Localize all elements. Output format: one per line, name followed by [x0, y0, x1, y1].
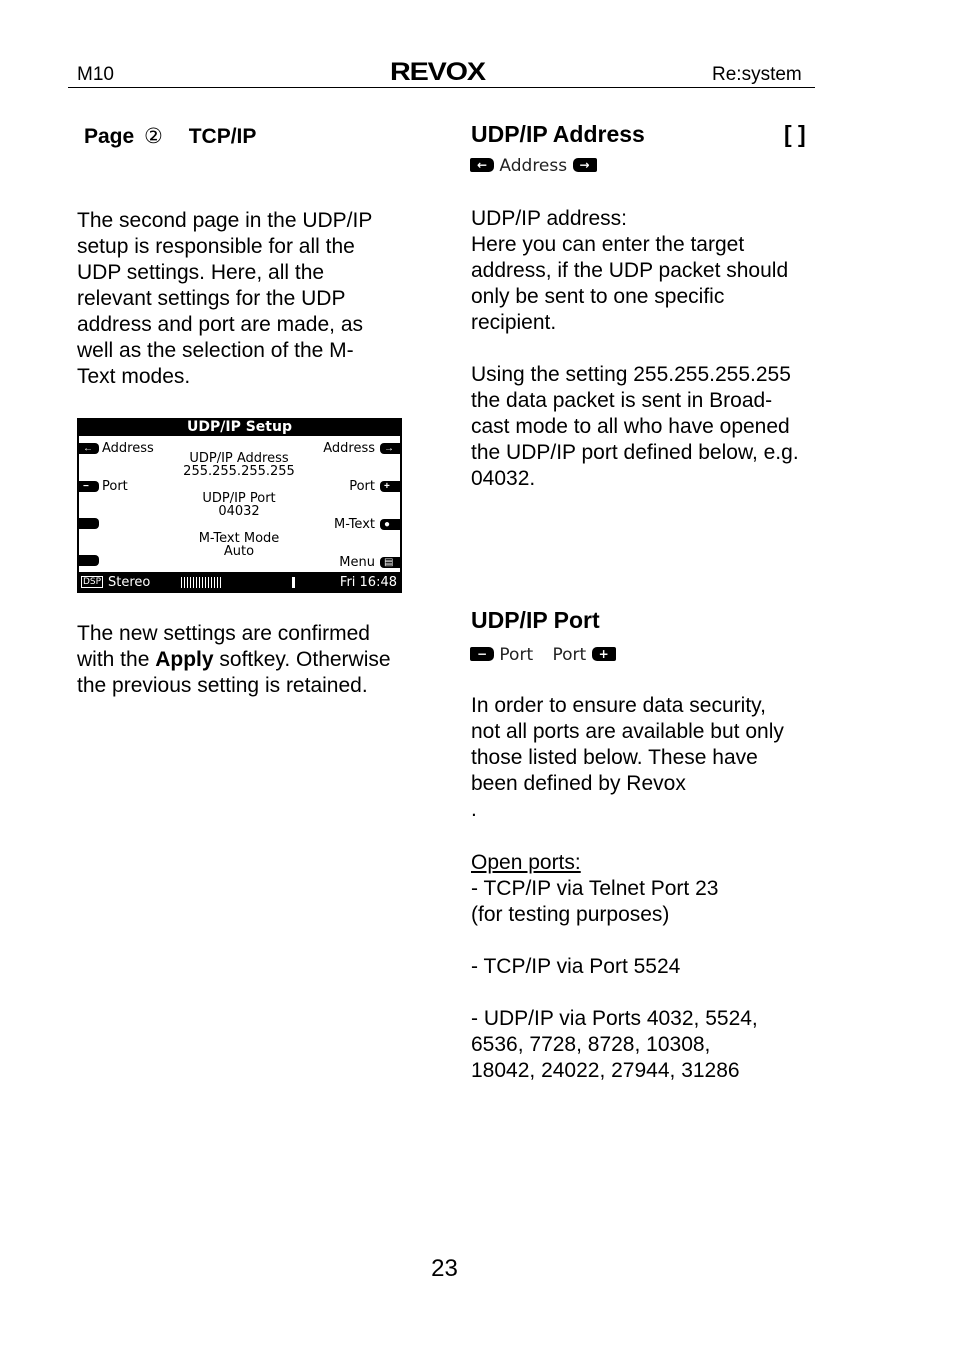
- status-bar: [77, 572, 402, 593]
- address-softkeys: [470, 156, 597, 176]
- field-mtext-label: M-Text Mode: [198, 531, 280, 546]
- field-port-label: UDP/IP Port: [202, 491, 276, 506]
- arrow-left-icon: ←: [83, 443, 93, 454]
- right-key-label-port: Port: [349, 479, 375, 494]
- port-description: In order to ensure data security, not all ports are available but only those listed below. These have been defined by Revox .: [471, 694, 784, 821]
- plus-softkey-icon: +: [592, 647, 616, 661]
- address-heading: UDP/IP Address: [471, 121, 645, 147]
- arrow-right-icon: →: [384, 443, 394, 454]
- left-softkey-port[interactable]: [79, 481, 99, 492]
- udp-setup-screen: [77, 418, 402, 593]
- arrow-right-softkey-icon: →: [573, 158, 597, 172]
- apply-softkey-name: Apply: [155, 648, 214, 671]
- header-model: M10: [77, 64, 114, 85]
- status-time: Fri 16:48: [339, 575, 397, 590]
- left-key-label-address: Address: [102, 441, 154, 456]
- right-key-label-menu: Menu: [339, 555, 375, 570]
- level-marker: [292, 577, 295, 588]
- header-rule: [68, 87, 815, 88]
- page-heading-label: Page: [84, 125, 135, 148]
- address-brackets: [ ]: [784, 121, 806, 147]
- right-key-label-address: Address: [323, 441, 375, 456]
- port-heading: UDP/IP Port: [471, 607, 600, 633]
- field-address-value: 255.255.255.255: [183, 464, 295, 479]
- open-ports-list: - TCP/IP via Telnet Port 23 (for testing purposes) - TCP/IP via Port 5524 - UDP/IP via Ports 4032, 5524, 6536, 7728, 8728, 10308, 18042, 24022, 27944, 31286: [471, 877, 758, 1082]
- screen-title: UDP/IP Setup: [187, 419, 292, 435]
- right-softkey-port[interactable]: [380, 481, 400, 492]
- intro-paragraph: The second page in the UDP/IP setup is responsible for all the UDP settings. Here, all the relevant settings for the UDP address and port are made, as well as the selection of the M- Text modes.: [77, 209, 373, 388]
- right-softkey-address[interactable]: [380, 443, 400, 454]
- dsp-badge: DSP: [83, 577, 102, 587]
- status-mode: Stereo: [108, 575, 151, 590]
- arrow-left-softkey-icon: ←: [470, 158, 494, 172]
- field-address: [159, 452, 319, 478]
- confirm-text-after: softkey. Otherwise the previous setting is retained.: [77, 648, 391, 697]
- confirm-text-before: The new settings are confirmed with the: [77, 622, 370, 671]
- open-ports-label: Open ports:: [471, 851, 581, 874]
- field-mtext-value: Auto: [223, 544, 255, 559]
- left-softkey-3[interactable]: [79, 518, 99, 529]
- screen-body: [79, 436, 400, 572]
- dot-icon: ●: [384, 519, 391, 530]
- field-mtext: [159, 532, 319, 558]
- port-softkey-label-left: Port: [499, 645, 534, 665]
- left-softkey-address[interactable]: [79, 443, 99, 454]
- address-description: UDP/IP address: Here you can enter the target address, if the UDP packet should only be sent to one specific recipient. Using the setting 255.255.255.255 the data packet is sent in Broad- cast mode to all who have opened the UDP/IP port defined below, e.g. 04032.: [471, 207, 799, 490]
- revox-logo: REVOX: [390, 58, 485, 86]
- page-topic: TCP/IP: [188, 125, 257, 148]
- minus-icon: −: [83, 481, 89, 492]
- plus-icon: +: [384, 481, 390, 492]
- field-port: [159, 492, 319, 518]
- page-number-circled: ②: [144, 125, 163, 148]
- port-softkeys: [470, 645, 616, 665]
- minus-softkey-icon: −: [470, 647, 494, 661]
- level-meter: [181, 577, 223, 588]
- page-heading: [84, 124, 256, 149]
- left-softkey-4[interactable]: [79, 555, 99, 566]
- menu-icon: ▤: [384, 557, 394, 568]
- header-product: Re:system: [712, 64, 802, 85]
- right-softkey-menu[interactable]: [380, 557, 400, 568]
- left-key-label-port: Port: [102, 479, 128, 494]
- confirm-paragraph: [77, 621, 437, 699]
- right-key-label-mtext: M-Text: [333, 517, 375, 532]
- right-softkey-mtext[interactable]: [380, 519, 400, 530]
- field-port-value: 04032: [218, 504, 260, 519]
- port-softkey-label-right: Port: [552, 645, 587, 665]
- page-number: 23: [431, 1255, 458, 1282]
- field-address-label: UDP/IP Address: [189, 451, 289, 466]
- address-softkey-label: Address: [499, 156, 568, 176]
